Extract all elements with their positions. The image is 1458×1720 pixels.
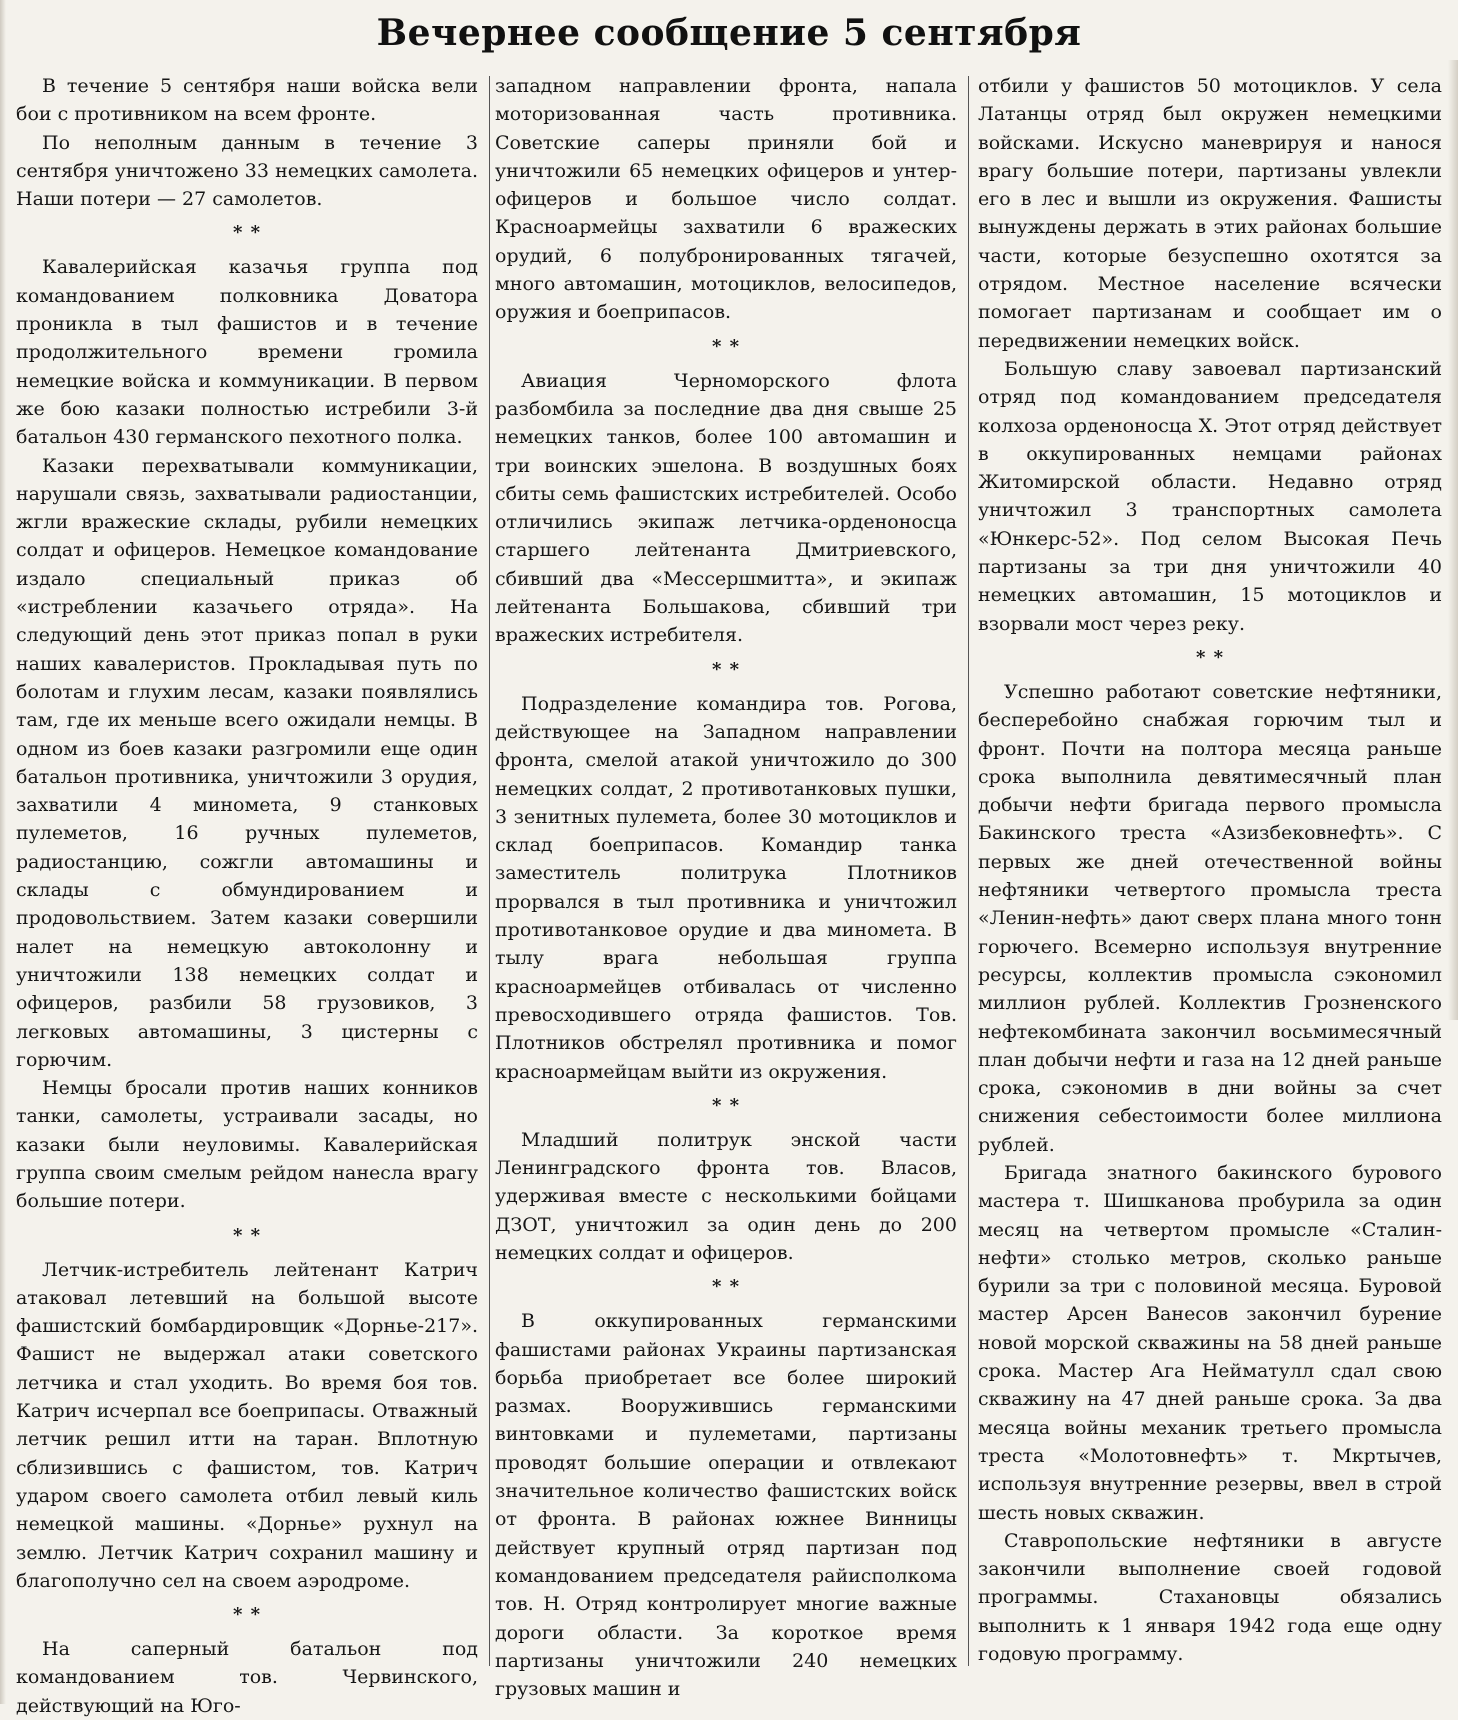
article-paragraph: Большую славу завоевал партизанский отряд под командованием председателя колхоза орденоносца Х. Этот отряд действует в оккупированных немцами районах Житомирской области. Недавно отряд уничтожил 3 транспортных самолета «Юнкерс-52». Под селом Высокая Печь партизаны за три дня уничтожили 40 немецких автомашин, 15 мотоциклов и взорвали мост через реку. [978, 357, 1442, 635]
section-divider-stars: * * [232, 1224, 262, 1246]
article-paragraph: Успешно работают советские нефтяники, бесперебойно снабжая горючим тыл и фронт. Почти на полтора месяца раньше срока выполнила девятимесячный план добычи нефти бригада первого промысла Бакинского треста «Азизбековнефть». С первых же дней отечественной войны нефтяники четвертого промысла треста «Ленин-нефть» дают сверх плана много тонн горючего. Всемерно используя внутренние ресурсы, коллектив промысла сэкономил миллион рублей. Коллектив Грозненского нефтекомбината закончил восьмимесячный план добычи нефти и газа на 12 дней раньше срока, сэкономив в дни войны за счет снижения себестоимости более миллиона рублей. [978, 680, 1442, 1156]
article-paragraph: На саперный батальон под командованием тов. Червинского, действующий на Юго- [16, 1638, 478, 1717]
article-paragraph: По неполным данным в течение 3 сентября уничтожено 33 немецких самолета. Наши потери — 27 самолетов. [16, 131, 478, 211]
section-divider-stars: * * [711, 1094, 741, 1116]
page-edge-right [1448, 60, 1458, 1020]
article-paragraph: Казаки перехватывали коммуникации, нарушали связь, захватывали радиостанции, жгли вражеские склады, рубили немецких солдат и офицеров. Немецкое командование издало специальный приказ об «истреблении казачьего отряда». На следующий день этот приказ попал в руки наших кавалеристов. Прокладывая путь по болотам и глухим лесам, казаки появлялись там, где их меньше всего ожидали немцы. В одном из боев казаки разгромили еще один батальон противника, уничтожили 3 орудия, захватили 4 миномета, 9 станковых пулеметов, 16 ручных пулеметов, радиостанцию, сожгли автомашины и склады с обмундированием и продовольствием. Затем казаки совершили налет на немецкую автоколонну и уничтожили 138 немецких солдат и офицеров, разбили 58 грузовиков, 3 легковых автомашины, 3 цистерны с горючим. [16, 454, 478, 1071]
column-rule-1 [489, 76, 490, 1666]
column-rule-2 [968, 76, 969, 1666]
section-divider-stars: * * [232, 222, 262, 244]
section-divider-stars: * * [1195, 646, 1225, 668]
headline: Вечернее сообщение 5 сентября [376, 12, 1082, 54]
article-paragraph: западном направлении фронта, напала моторизованная часть противника. Советские саперы приняли бой и уничтожили 65 немецких офицеров и унтер-офицеров и большое число солдат. Красноармейцы захватили 6 вражеских орудий, 6 полубронированных тягачей, много автомашин, мотоциклов, велосипедов, оружия и боеприпасов. [495, 75, 957, 324]
article-paragraph: отбили у фашистов 50 мотоциклов. У села Латанцы отряд был окружен немецкими войсками. Искусно маневрируя и нанося врагу большие потери, партизаны увлекли его в лес и вышли из окружения. Фашисты вынуждены держать в этих районах большие части, которые безуспешно охотятся за отрядом. Местное население всячески помогает партизанам и сообщает им о передвижении немецких войск. [978, 75, 1442, 352]
section-divider-stars: * * [711, 658, 741, 680]
article-paragraph: Авиация Черноморского флота разбомбила за последние два дня свыше 25 немецких танков, более 100 автомашин и три воинских эшелона. В воздушных боях сбиты семь фашистских истребителей. Особо отличились экипаж летчика-орденоносца старшего лейтенанта Дмитриевского, сбивший два «Мессершмитта», и экипаж лейтенанта Большакова, сбивший три вражеских истребителя. [495, 369, 957, 647]
article-paragraph: В оккупированных германскими фашистами районах Украины партизанская борьба приобретает все более широкий размах. Вооружившись германскими винтовками и пулеметами, партизаны проводят большие операции и отвлекают значительное количество фашистских войск от фронта. В районах южнее Винницы действует крупный отряд партизан под командованием председателя райисполкома тов. Н. Отряд контролирует многие важные дороги области. За короткое время партизаны уничтожили 240 немецких грузовых машин и [495, 1310, 957, 1701]
article-paragraph: Подразделение командира тов. Рогова, действующее на Западном направлении фронта, смелой атакой уничтожило до 300 немецких солдат, 2 противотанковых пушки, 3 зенитных пулемета, более 30 мотоциклов и склад боеприпасов. Командир танка заместитель политрука Плотников прорвался в тыл противника и уничтожил противотанковое орудие и два миномета. В тылу врага небольшая группа красноармейцев отбивалась от численно превосходившего отряда фашистов. Тов. Плотников обстрелял противника и помог красноармейцам выйти из окружения. [495, 692, 957, 1083]
article-paragraph: В течение 5 сентября наши войска вели бои с противником на всем фронте. [16, 75, 478, 126]
page-edge-left [0, 0, 6, 1704]
section-divider-stars: * * [232, 1604, 262, 1626]
article-paragraph: Ставропольские нефтяники в августе закончили выполнение своей годовой программы. Стахановцы обязались выполнить к 1 января 1942 года еще одну годовую программу. [978, 1529, 1442, 1666]
article-paragraph: Бригада знатного бакинского бурового мастера т. Шишканова пробурила за один месяц на четвертом промысле «Сталин-нефти» столько метров, сколько раньше бурили за три с половиной месяца. Буровой мастер Арсен Ванесов закончил бурение новой морской скважины на 58 дней раньше срока. Мастер Ага Нейматулл сдал свою скважину на 47 дней раньше срока. За два месяца войны механик третьего промысла треста «Молотовнефть» т. Мкртычев, используя внутренние резервы, ввел в строй шесть новых скважин. [978, 1161, 1442, 1524]
article-paragraph: Немцы бросали против наших конников танки, самолеты, устраивали засады, но казаки были неуловимы. Кавалерийская группа своим смелым рейдом нанесла врагу большие потери. [16, 1077, 478, 1213]
column-2 [495, 72, 957, 1701]
column-1 [16, 72, 478, 1717]
section-divider-stars: * * [711, 1276, 741, 1298]
section-divider-stars: * * [711, 335, 741, 357]
article-paragraph: Летчик-истребитель лейтенант Катрич атаковал летевший на большой высоте фашистский бомбардировщик «Дорнье-217». Фашист не выдержал атаки советского летчика и стал уходить. Во время боя тов. Катрич исчерпал все боеприпасы. Отважный летчик решил итти на таран. Вплотную сблизившись с фашистом, тов. Катрич ударом своего самолета отбил левый киль немецкой машины. «Дорнье» рухнул на землю. Летчик Катрич сохранил машину и благополучно сел на своем аэродроме. [16, 1258, 478, 1592]
article-paragraph: Кавалерийская казачья группа под командованием полковника Доватора проникла в тыл фашистов и в течение продолжительного времени громила немецкие войска и коммуникации. В первом же бою казаки полностью истребили 3-й батальон 430 германского пехотного полка. [16, 256, 478, 449]
column-3 [978, 72, 1442, 1672]
article-paragraph: Младший политрук энской части Ленинградского фронта тов. Власов, удерживая вместе с несколькими бойцами ДЗОТ, уничтожил за один день до 200 немецких солдат и офицеров. [495, 1128, 957, 1264]
